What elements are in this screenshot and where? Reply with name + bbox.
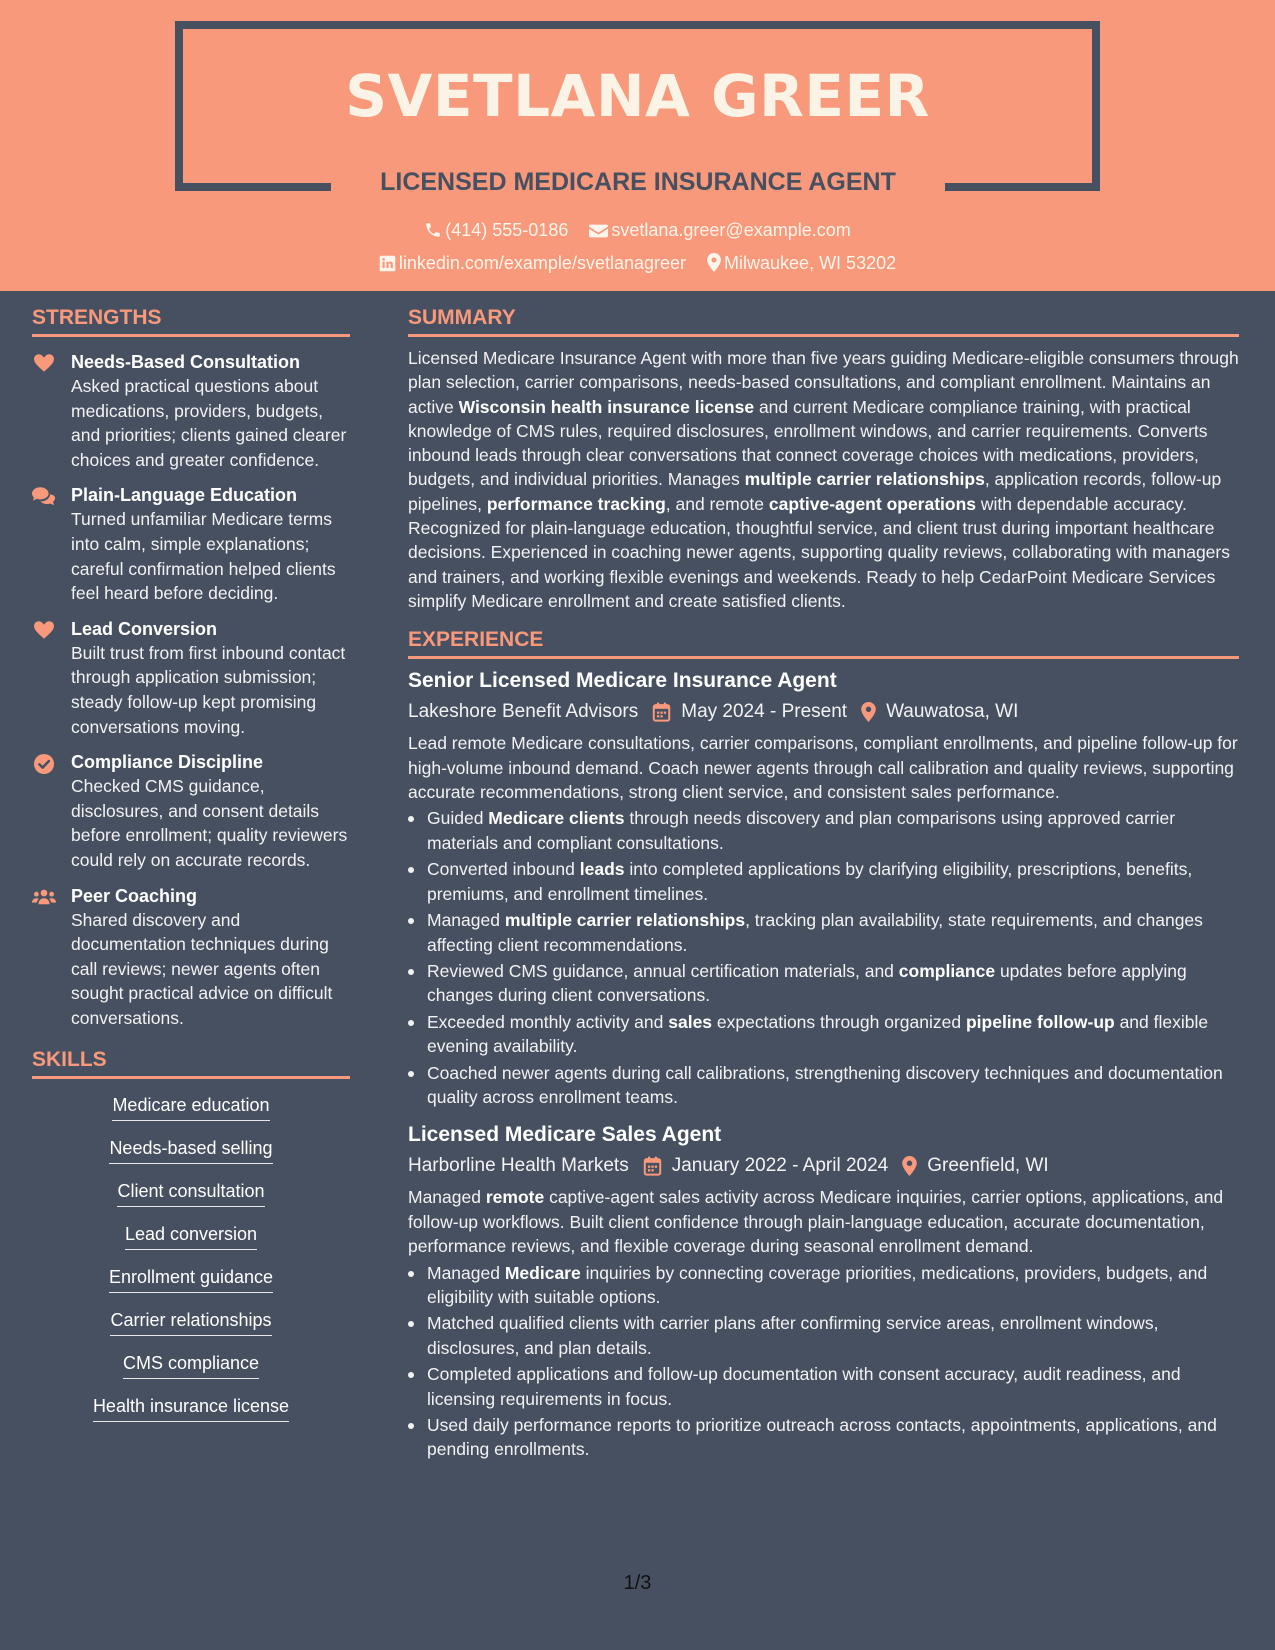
list-item: Exceeded monthly activity and sales expectations through organized pipeline follow-up and flexible evening availability. xyxy=(408,1010,1239,1059)
email-text: svetlana.greer@example.com xyxy=(611,220,851,240)
heart-icon xyxy=(32,621,56,641)
skill-item: Client consultation xyxy=(32,1179,350,1207)
header-frame-right xyxy=(1092,21,1100,191)
job-dates: May 2024 - Present xyxy=(681,701,848,723)
map-pin-icon xyxy=(902,1156,917,1176)
list-item: Completed applications and follow-up documentation with consent accuracy, audit readiness, and licensing requirements in focus. xyxy=(408,1362,1239,1411)
skills-heading: SKILLS xyxy=(32,1048,350,1079)
strength-item xyxy=(32,484,350,605)
strength-name: Lead Conversion xyxy=(71,618,218,639)
job-entry xyxy=(408,667,1239,1109)
skill-item: Needs-based selling xyxy=(32,1136,350,1164)
list-item: Used daily performance reports to prioritize outreach across contacts, appointments, applications, and pending enrollments. xyxy=(408,1413,1239,1462)
comments-icon xyxy=(32,487,56,507)
heart-icon xyxy=(32,354,56,374)
location-text: Milwaukee, WI 53202 xyxy=(724,253,897,273)
list-item: Coached newer agents during call calibrations, strengthening discovery techniques and documentation quality across enrollment teams. xyxy=(408,1061,1239,1110)
map-pin-icon xyxy=(707,253,721,272)
job-description: Managed remote captive-agent sales activity across Medicare inquiries, carrier options, applications, and follow-up workflows. Built client confidence through plain-language education, accurate documentation, performance reviews, and flexible coverage during seasonal enrollment demand. xyxy=(408,1187,1224,1257)
job-bullets xyxy=(408,806,1239,1109)
header-frame-bottom-left xyxy=(175,183,331,191)
strength-item xyxy=(32,885,350,1031)
skill-item: Lead conversion xyxy=(32,1222,350,1250)
job-entry-title: Senior Licensed Medicare Insurance Agent xyxy=(408,669,837,693)
calendar-icon xyxy=(652,702,671,722)
job-dates: January 2022 - April 2024 xyxy=(671,1155,889,1177)
page-number: 1/3 xyxy=(623,1572,652,1594)
skill-item: CMS compliance xyxy=(32,1351,350,1379)
company-name: Harborline Health Markets xyxy=(408,1155,629,1177)
phone-icon xyxy=(424,221,442,239)
strength-name: Compliance Discipline xyxy=(71,752,264,773)
header-frame-bottom-right xyxy=(945,183,1100,191)
skills-list xyxy=(32,1093,350,1422)
envelope-icon xyxy=(589,223,608,239)
job-bullets xyxy=(408,1261,1239,1462)
strengths-heading: STRENGTHS xyxy=(32,306,350,337)
right-column xyxy=(408,306,1239,1464)
company-name: Lakeshore Benefit Advisors xyxy=(408,701,639,723)
calendar-icon xyxy=(643,1156,662,1176)
linkedin-contact[interactable] xyxy=(379,253,686,274)
candidate-name: SVETLANA GREER xyxy=(345,62,930,130)
skill-item: Enrollment guidance xyxy=(32,1265,350,1293)
map-pin-icon xyxy=(861,702,876,722)
check-circle-icon xyxy=(32,754,56,774)
strength-item xyxy=(32,351,350,472)
phone-text: (414) 555-0186 xyxy=(445,220,569,240)
contact-row-1 xyxy=(0,220,1275,241)
strength-name: Plain-Language Education xyxy=(71,485,298,506)
strength-desc: Turned unfamiliar Medicare terms into calm, simple explanations; careful confirmation helped clients feel heard before deciding. xyxy=(71,509,336,604)
list-item: Matched qualified clients with carrier plans after confirming service areas, enrollment windows, disclosures, and plan details. xyxy=(408,1311,1239,1360)
summary-heading: SUMMARY xyxy=(408,306,1239,337)
strength-desc: Built trust from first inbound contact through application submission; steady follow-up kept promising conversations moving. xyxy=(71,642,346,737)
header-frame-top xyxy=(175,21,1100,29)
job-meta xyxy=(408,1153,1239,1179)
list-item: Guided Medicare clients through needs discovery and plan comparisons using approved carrier materials and compliant consultations. xyxy=(408,806,1239,855)
phone-contact[interactable] xyxy=(424,220,568,241)
strength-item xyxy=(32,618,350,739)
resume-header xyxy=(0,0,1275,291)
linkedin-text: linkedin.com/example/svetlanagreer xyxy=(398,253,687,273)
job-entry-title: Licensed Medicare Sales Agent xyxy=(408,1123,722,1147)
strength-item xyxy=(32,751,350,872)
list-item: Reviewed CMS guidance, annual certification materials, and compliance updates before applying changes during client conversations. xyxy=(408,959,1239,1008)
contact-row-2 xyxy=(0,253,1275,274)
strengths-list xyxy=(32,351,350,1030)
job-title: LICENSED MEDICARE INSURANCE AGENT xyxy=(380,168,896,196)
location-contact xyxy=(707,253,896,274)
experience-heading: EXPERIENCE xyxy=(408,628,1239,659)
strength-name: Peer Coaching xyxy=(71,885,198,906)
header-frame-left xyxy=(175,21,183,191)
strength-desc: Shared discovery and documentation techniques during call reviews; newer agents often sought practical advice on difficult conversations. xyxy=(71,909,333,1028)
linkedin-icon xyxy=(379,255,396,272)
list-item: Converted inbound leads into completed applications by clarifying eligibility, prescriptions, benefits, premiums, and enrollment timelines. xyxy=(408,857,1239,906)
job-location: Wauwatosa, WI xyxy=(886,701,1019,723)
job-meta xyxy=(408,699,1239,725)
strength-desc: Checked CMS guidance, disclosures, and consent details before enrollment; quality reviewers could rely on accurate records. xyxy=(71,776,348,870)
list-item: Managed multiple carrier relationships, tracking plan availability, state requirements, and changes affecting client recommendations. xyxy=(408,908,1239,957)
left-column xyxy=(32,306,350,1437)
strength-name: Needs-Based Consultation xyxy=(71,352,301,372)
job-entry xyxy=(408,1121,1239,1461)
job-description: Lead remote Medicare consultations, carrier comparisons, compliant enrollments, and pipeline follow-up for high-volume inbound demand. Coach newer agents through call calibration and quality reviews, supporting accurate recommendations, strong client service, and consistent sales performance. xyxy=(408,733,1238,803)
skill-item: Health insurance license xyxy=(32,1394,350,1422)
list-item: Managed Medicare inquiries by connecting coverage priorities, medications, providers, budgets, and eligibility with suitable options. xyxy=(408,1261,1239,1310)
skill-item: Carrier relationships xyxy=(32,1308,350,1336)
skill-item: Medicare education xyxy=(32,1093,350,1121)
job-location: Greenfield, WI xyxy=(927,1155,1049,1177)
users-icon xyxy=(32,888,56,908)
email-contact[interactable] xyxy=(589,220,850,241)
strength-desc: Asked practical questions about medications, providers, budgets, and priorities; clients gained clearer choices and greater confidence. xyxy=(71,376,347,470)
summary-text: Licensed Medicare Insurance Agent with more than five years guiding Medicare-eligible consumers through plan selection, carrier comparisons, needs-based consultations, and compliant enrollment. Maintains an active Wisconsin health insurance license and current Medicare compliance training, with practical knowledge of CMS rules, required disclosures, enrollment windows, and carrier requirements. Converts inbound leads through clear conversations that connect coverage choices with medications, providers, budgets, and individual priorities. Manages multiple carrier relationships, application records, follow-up pipelines, performance tracking, and remote captive-agent operations with dependable accuracy. Recognized for plain-language education, thoughtful service, and client trust during important healthcare decisions. Experienced in coaching newer agents, supporting quality reviews, collaborating with managers and trainers, and working flexible evenings and weekends. Ready to help CedarPoint Medicare Services simplify Medicare enrollment and create satisfied clients. xyxy=(408,348,1239,611)
